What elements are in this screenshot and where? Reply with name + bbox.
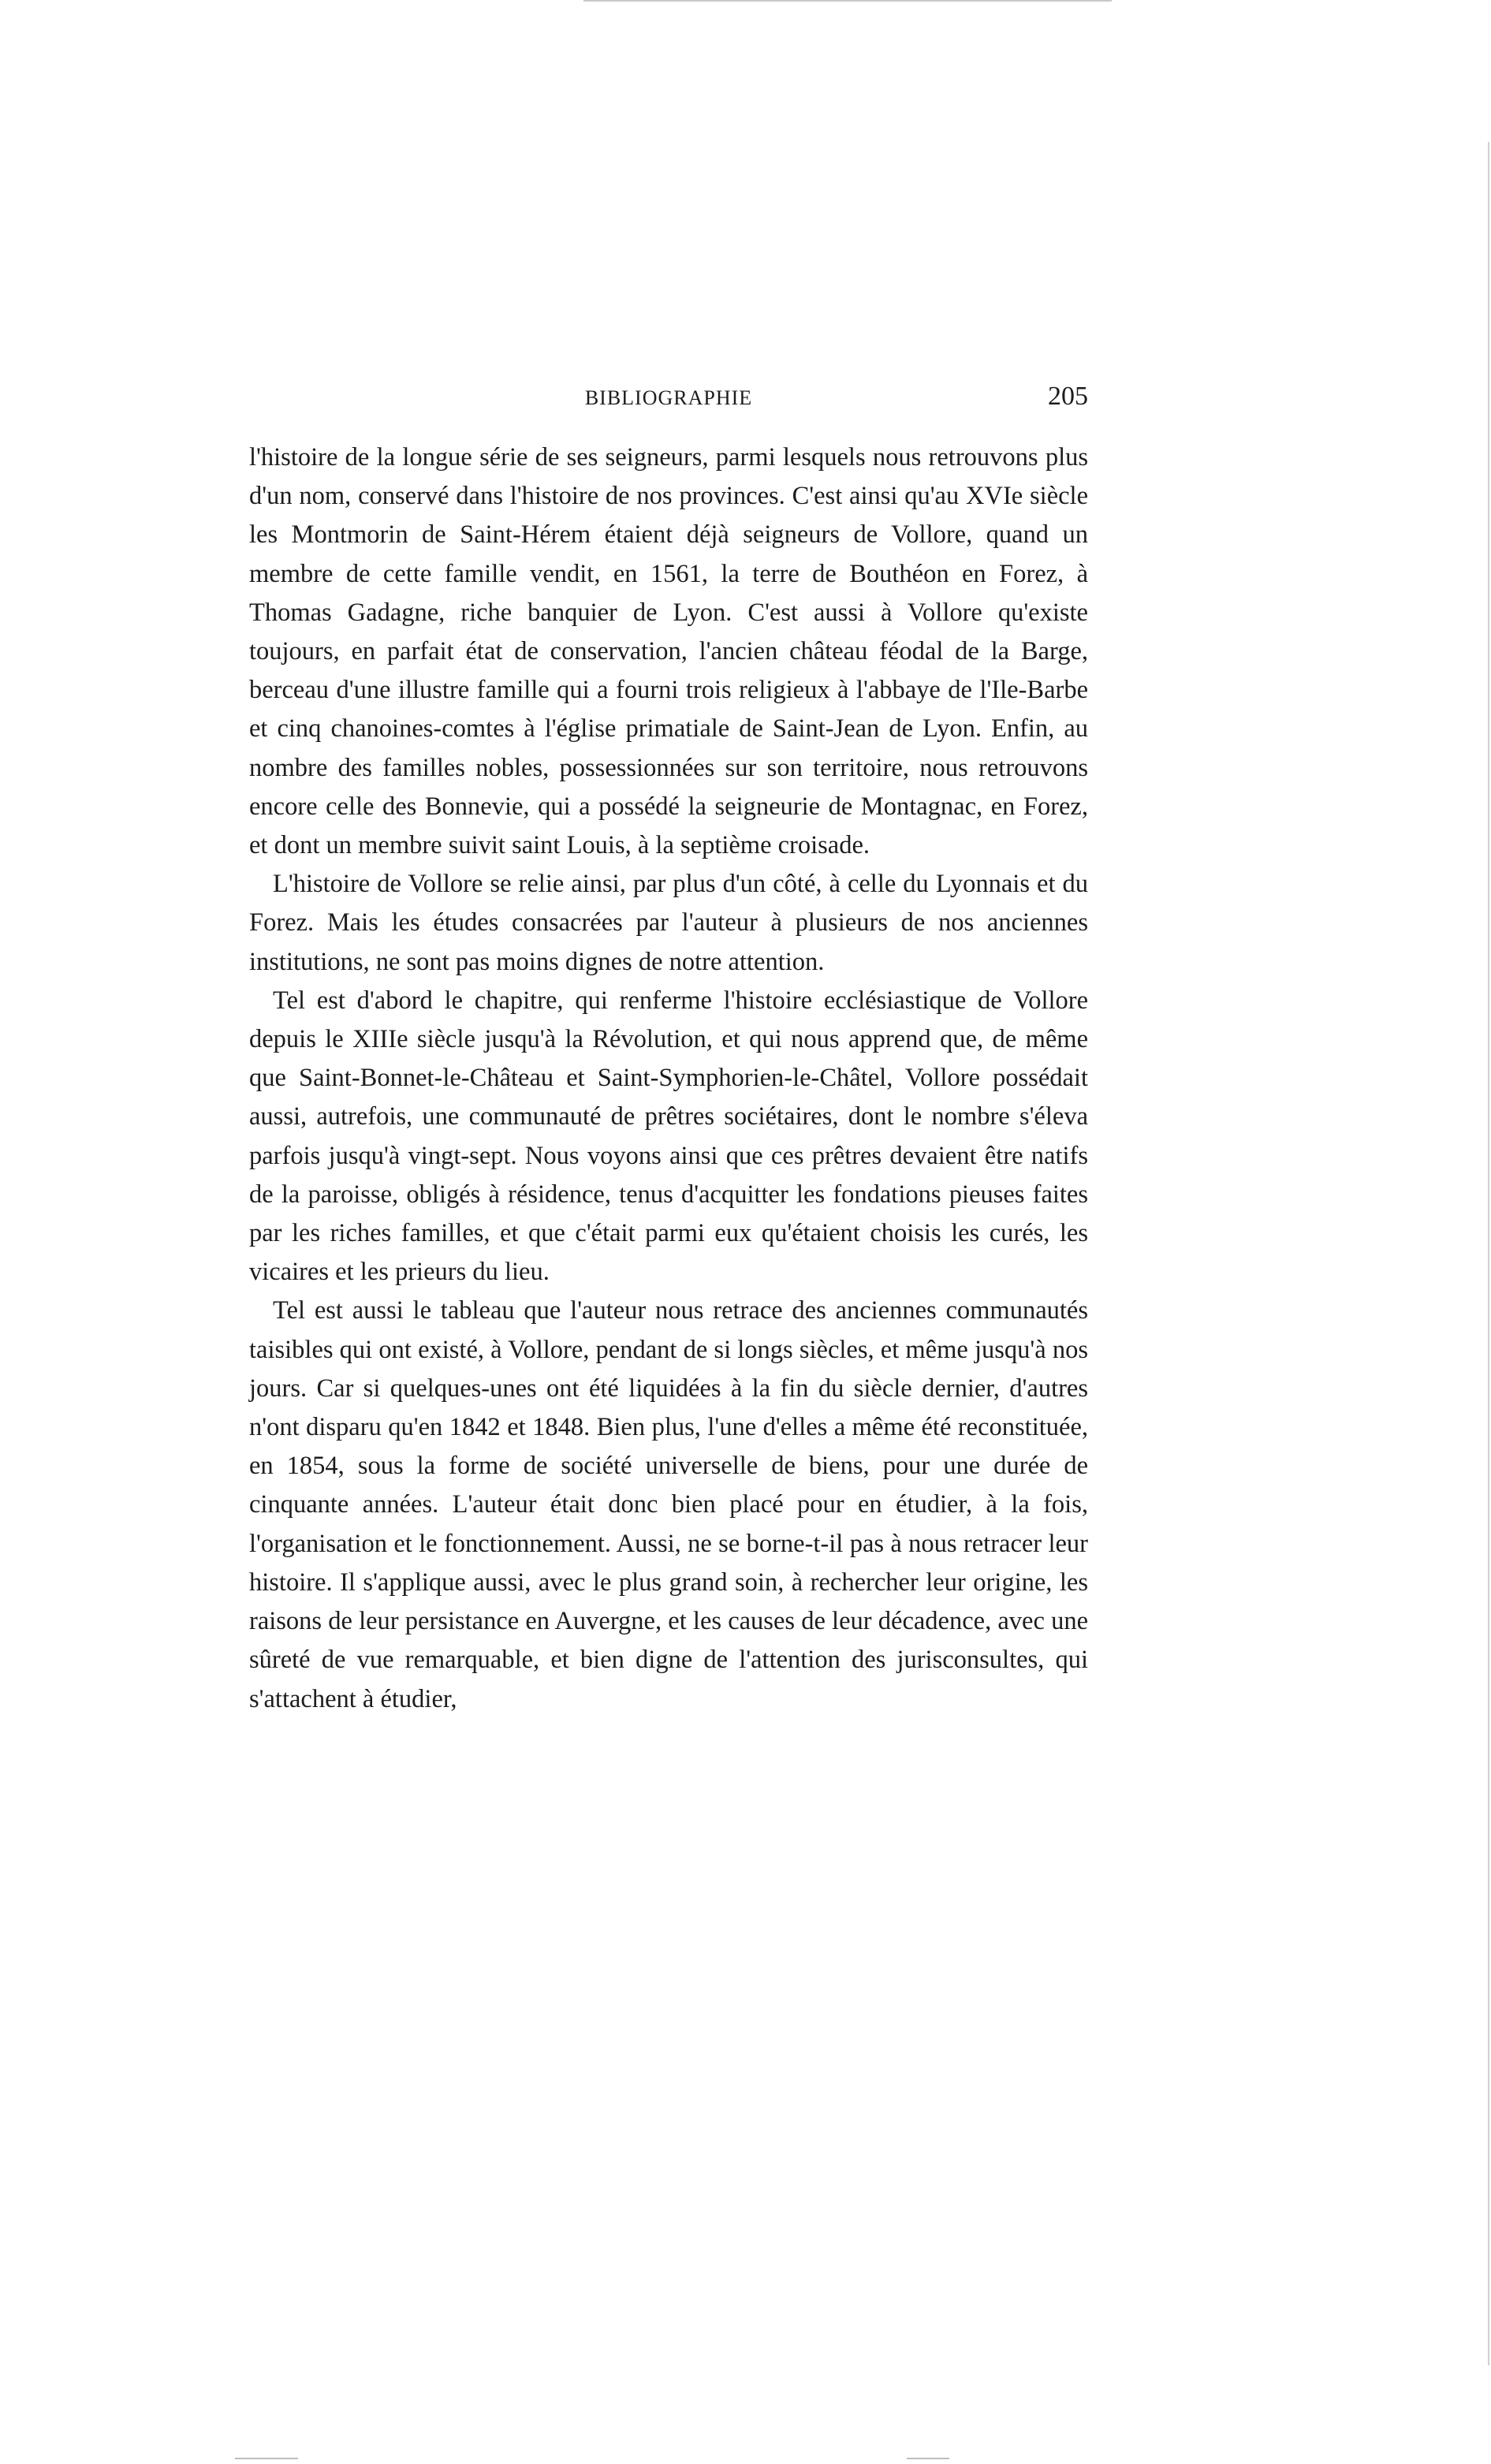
scan-edge-top [583,0,1112,2]
scan-edge-bottom-left [235,2458,298,2459]
paragraph-2: L'histoire de Vollore se relie ainsi, par plus d'un côté, à celle du Lyonnais et du Forez. Mais les études consacrées par l'auteur à plusieurs de nos anciennes institutions, ne sont pas moins dignes de notre attention. [249,870,1088,976]
page-header [249,382,1088,413]
paragraph-4: Tel est aussi le tableau que l'auteur nous retrace des anciennes communautés taisibles qui ont existé, à Vollore, pendant de si longs siècles, et même jusqu'à nos jours. Car si quelques-unes ont été liquidées à la fin du siècle dernier, d'autres n'ont disparu qu'en 1842 et 1848. Bien plus, l'une d'elles a même été reconstituée, en 1854, sous la forme de société universelle de biens, pour une durée de cinquante années. L'auteur était donc bien placé pour en étudier, à la fois, l'organisation et le fonctionnement. Aussi, ne se borne-t-il pas à nous retracer leur histoire. Il s'applique aussi, avec le plus grand soin, à rechercher leur origine, les raisons de leur persistance en Auvergne, et les causes de leur décadence, avec une sûreté de vue remarquable, et bien digne de l'attention des jurisconsultes, qui s'attachent à étudier, [249,1296,1088,1713]
scan-edge-bottom-right [907,2458,949,2459]
paragraph-3: Tel est d'abord le chapitre, qui renferme l'histoire ecclésiastique de Vollore depuis le XIIIe siècle jusqu'à la Révolution, et qui nous apprend que, de même que Saint-Bonnet-le-Château et Saint-Symphorien-le-Châtel, Vollore possédait aussi, autrefois, une communauté de prêtres sociétaires, dont le nombre s'éleva parfois jusqu'à vingt-sept. Nous voyons ainsi que ces prêtres devaient être natifs de la paroisse, obligés à résidence, tenus d'acquitter les fondations pieuses faites par les riches familles, et que c'était parmi eux qu'étaient choisis les curés, les vicaires et les prieurs du lieu. [249,986,1088,1287]
body-text [249,438,1088,1719]
running-head: BIBLIOGRAPHIE [584,386,753,409]
paragraph-1: l'histoire de la longue série de ses seigneurs, parmi lesquels nous retrouvons plus d'un nom, conservé dans l'histoire de nos provinces. C'est ainsi qu'au XVIe siècle les Montmorin de Saint-Hérem étaient déjà seigneurs de Vollore, quand un membre de cette famille vendit, en 1561, la terre de Bouthéon en Forez, à Thomas Gadagne, riche banquier de Lyon. C'est aussi à Vollore qu'existe toujours, en parfait état de conservation, l'ancien château féodal de la Barge, berceau d'une illustre famille qui a fourni trois religieux à l'abbaye de l'Ile-Barbe et cinq chanoines-comtes à l'église primatiale de Saint-Jean de Lyon. Enfin, au nombre des familles nobles, possessionnées sur son territoire, nous retrouvons encore celle des Bonnevie, qui a possédé la seigneurie de Montagnac, en Forez, et dont un membre suivit saint Louis, à la septième croisade. [249,443,1088,860]
page-number: 205 [1048,382,1088,411]
scan-edge-right [1488,142,1489,2365]
